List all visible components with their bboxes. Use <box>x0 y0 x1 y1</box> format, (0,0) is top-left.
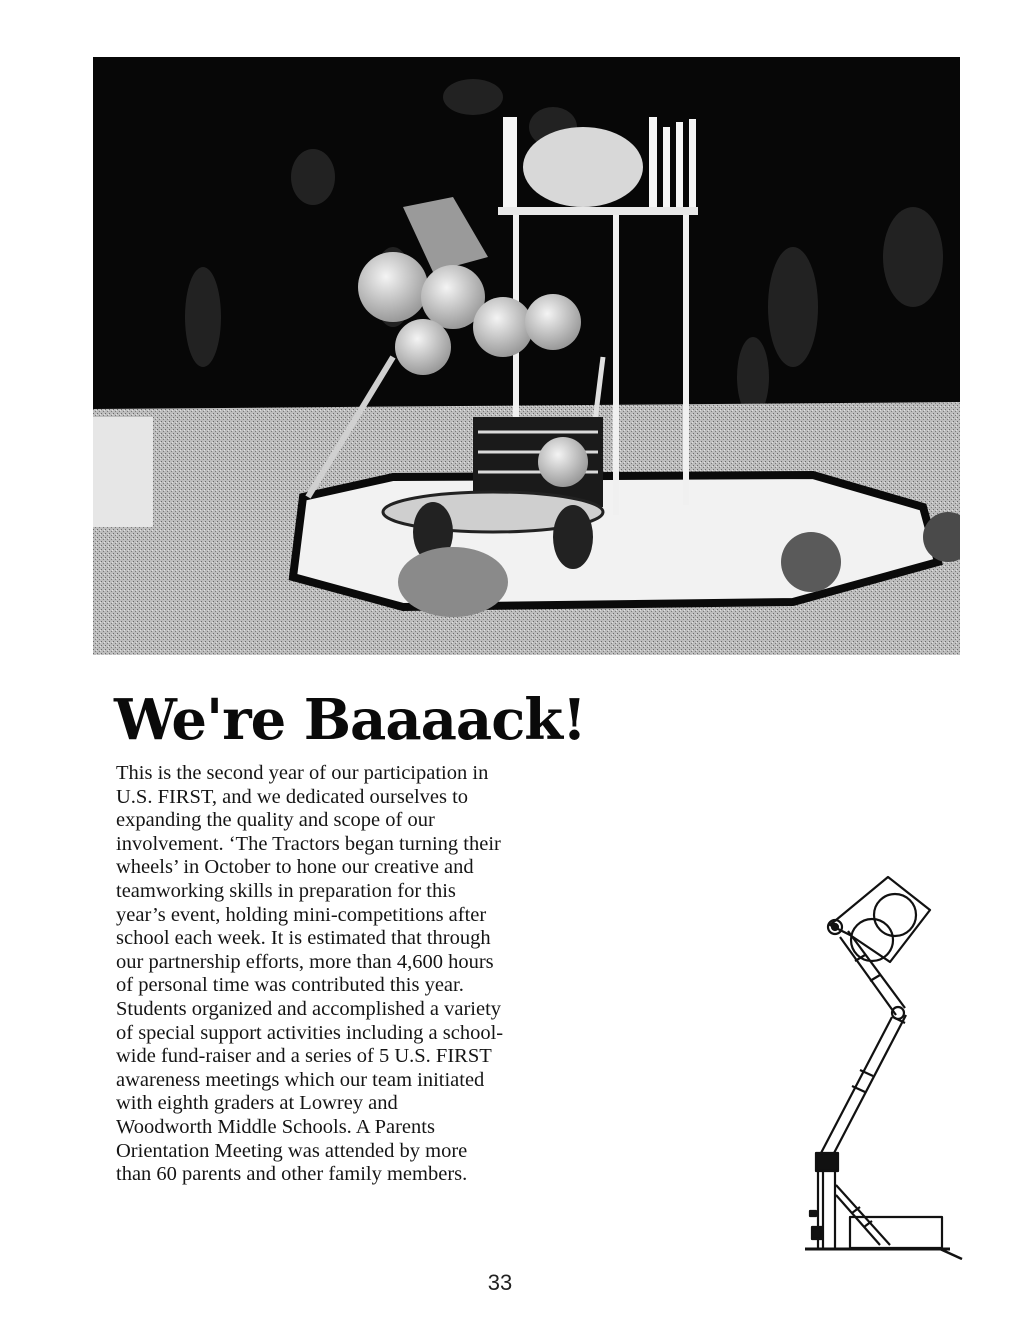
body-line: of personal time was contributed this year. <box>116 974 464 997</box>
body-line: of special support activities including a school- <box>116 1021 504 1044</box>
body-line: year’s event, holding mini-competitions after <box>116 903 487 926</box>
body-line: expanding the quality and scope of our <box>116 809 435 832</box>
robot-arm-line-drawing <box>790 865 970 1260</box>
body-line: our partnership efforts, more than 4,600 hours <box>116 950 494 973</box>
robot-competition-photo <box>93 57 960 655</box>
body-line: Orientation Meeting was attended by more <box>116 1139 468 1162</box>
body-line: Students organized and accomplished a variety <box>116 997 502 1020</box>
page-title: We're Baaaack! <box>114 687 586 753</box>
body-line: with eighth graders at Lowrey and <box>116 1092 398 1115</box>
body-line: Woodworth Middle Schools. A Parents <box>116 1115 435 1138</box>
body-line: U.S. FIRST, and we dedicated ourselves to <box>116 785 469 808</box>
page-number: 33 <box>487 1270 513 1295</box>
body-line: This is the second year of our participation in <box>116 762 489 784</box>
body-line: than 60 parents and other family members. <box>116 1163 468 1186</box>
body-line: teamworking skills in preparation for this <box>116 879 456 902</box>
body-paragraph <box>116 762 536 1187</box>
body-line: wheels’ in October to hone our creative and <box>116 856 474 879</box>
body-line: wide fund-raiser and a series of 5 U.S. FIRST <box>116 1045 492 1068</box>
body-line: involvement. ‘The Tractors began turning their <box>116 832 501 855</box>
body-line: school each week. It is estimated that through <box>116 927 491 950</box>
body-line: awareness meetings which our team initiated <box>116 1068 485 1091</box>
